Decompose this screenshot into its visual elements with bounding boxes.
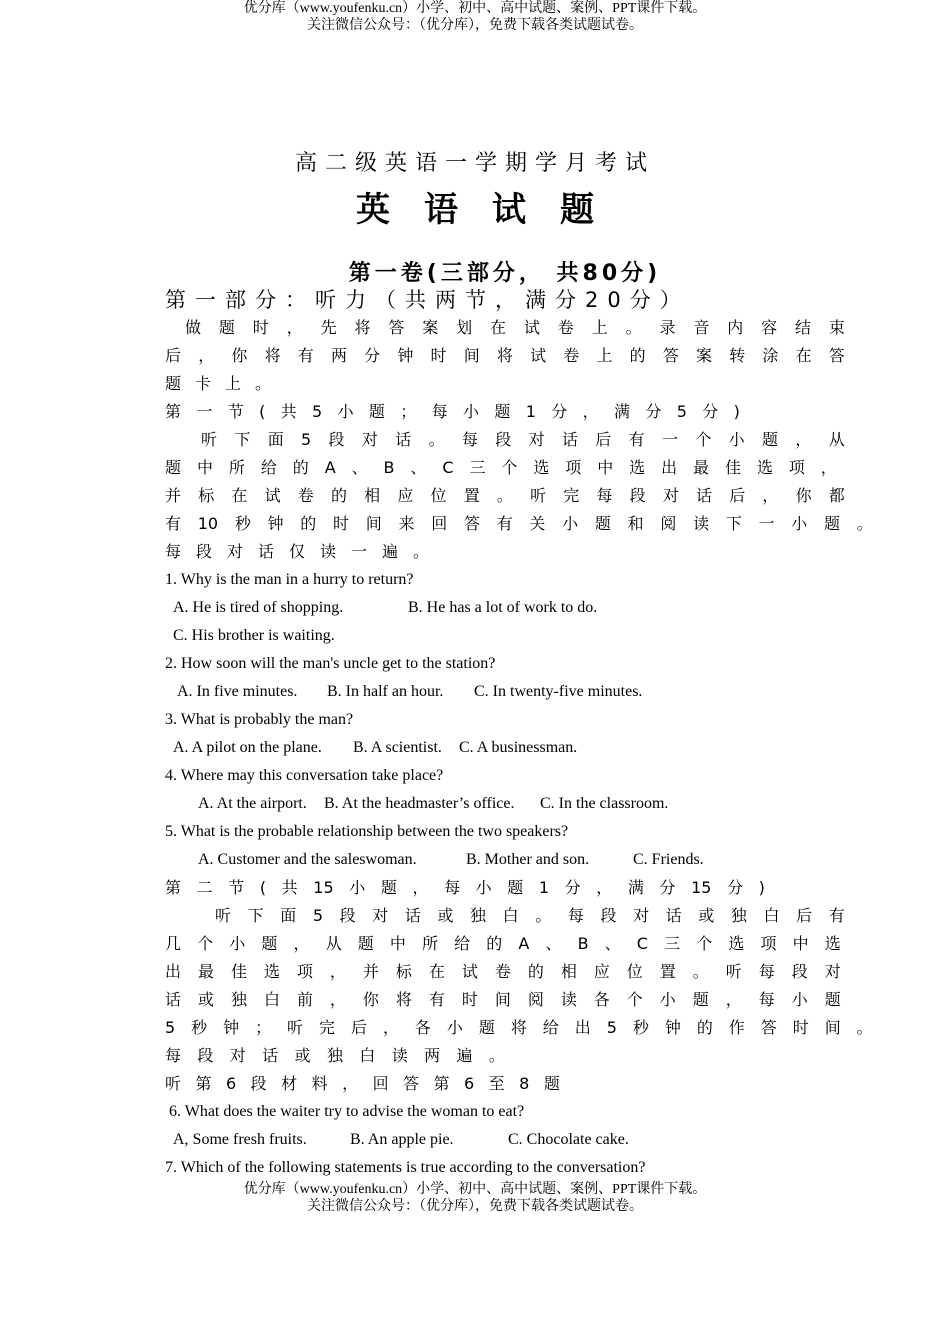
section1-line-1: 听 下 面 5 段 对 话 。 每 段 对 话 后 有 一 个 小 题 ， 从 <box>201 430 845 449</box>
section1-line-2: 题 中 所 给 的 A 、 B 、 C 三 个 选 项 中 选 出 最 佳 选 项 ， <box>165 458 837 477</box>
question-2-options <box>165 678 857 706</box>
header-line-2: 关注微信公众号：（优分库），免费下载各类试题试卷。 <box>307 18 643 33</box>
question-3-options <box>165 734 853 762</box>
question-5: 5. What is the probable relationship between the two speakers? <box>165 823 569 840</box>
question-1: 1. Why is the man in a hurry to return? <box>165 571 414 588</box>
option-a: A. In five minutes. <box>177 683 298 700</box>
question-1-options-row2 <box>165 622 853 650</box>
volume-title: 第一卷(三部分， 共80分) <box>348 261 662 286</box>
option-c: C. Chocolate cake. <box>508 1131 629 1148</box>
page-footer <box>0 1181 950 1215</box>
option-b: B. An apple pie. <box>350 1131 454 1148</box>
question-6: 6. What does the waiter try to advise the woman to eat? <box>169 1103 525 1120</box>
section2-line-1: 听 下 面 5 段 对 话 或 独 白 。 每 段 对 话 或 独 白 后 有 <box>215 906 845 925</box>
page-header <box>0 0 950 34</box>
option-c: C. His brother is waiting. <box>173 627 335 644</box>
option-b: B. In half an hour. <box>327 683 444 700</box>
option-c: C. Friends. <box>633 851 704 868</box>
instruction-line-2: 后 ， 你 将 有 两 分 钟 时 间 将 试 卷 上 的 答 案 转 涂 在 答 <box>165 346 845 365</box>
part1-title: 第一部分：听力（共两节，满分20分） <box>165 288 690 312</box>
exam-subject: 英语试题 <box>356 190 628 230</box>
question-4: 4. Where may this conversation take place? <box>165 767 444 784</box>
section2-line-2: 几 个 小 题 ， 从 题 中 所 给 的 A 、 B 、 C 三 个 选 项 中 选 <box>165 934 841 953</box>
option-b: B. Mother and son. <box>466 851 590 868</box>
passage-6-title: 听 第 6 段 材 料 ， 回 答 第 6 至 8 题 <box>165 1074 560 1093</box>
instruction-line-1: 做 题 时 ， 先 将 答 案 划 在 试 卷 上 。 录 音 内 容 结 束 <box>185 318 845 337</box>
section2-line-4: 话 或 独 白 前 ， 你 将 有 时 间 阅 读 各 个 小 题 ， 每 小 题 <box>165 990 841 1009</box>
section1-line-3: 并 标 在 试 卷 的 相 应 位 置 。 听 完 每 段 对 话 后 ， 你 都 <box>165 486 845 505</box>
section2-line-5: 5 秒 钟 ； 听 完 后 ， 各 小 题 将 给 出 5 秒 钟 的 作 答 时 间 。 <box>165 1018 873 1037</box>
question-5-options <box>165 846 878 874</box>
option-c: C. A businessman. <box>459 739 578 756</box>
section1-line-5: 每段对话仅读一遍。 <box>165 542 445 561</box>
question-2: 2. How soon will the man's uncle get to the station? <box>165 655 496 672</box>
option-c: C. In the classroom. <box>540 795 669 812</box>
section2-line-3: 出 最 佳 选 项 ， 并 标 在 试 卷 的 相 应 位 置 。 听 每 段 对 <box>165 962 841 981</box>
option-a: A. Customer and the saleswoman. <box>198 851 417 868</box>
option-c: C. In twenty-five minutes. <box>474 683 643 700</box>
question-4-options <box>165 790 878 818</box>
question-6-options <box>165 1126 853 1154</box>
instruction-line-3: 题卡上。 <box>165 374 286 393</box>
question-7: 7. Which of the following statements is true according to the conversation? <box>165 1159 646 1176</box>
exam-title: 高二级英语一学期学月考试 <box>294 151 655 176</box>
section1-title: 第 一 节 ( 共 5 小 题 ； 每 小 题 1 分 ， 满 分 5 分 ) <box>165 402 740 421</box>
option-a: A. At the airport. <box>198 795 307 812</box>
question-3: 3. What is probably the man? <box>165 711 354 728</box>
option-b: B. A scientist. <box>353 739 442 756</box>
option-b: B. At the headmaster’s office. <box>324 795 515 812</box>
footer-line-2: 关注微信公众号：（优分库），免费下载各类试题试卷。 <box>307 1199 643 1214</box>
question-1-options-row1 <box>165 594 853 622</box>
option-a: A. A pilot on the plane. <box>173 739 322 756</box>
option-a: A. He is tired of shopping. <box>173 599 344 616</box>
header-line-1: 优分库（www.youfenku.cn）小学、初中、高中试题、案例、PPT课件下载。 <box>243 1 707 16</box>
option-b: B. He has a lot of work to do. <box>408 599 598 616</box>
section2-title: 第 二 节 ( 共 15 小 题 ， 每 小 题 1 分 ， 满 分 15 分 ) <box>165 878 765 897</box>
section2-line-6: 每 段 对 话 或 独 白 读 两 遍 。 <box>165 1046 505 1065</box>
option-a: A, Some fresh fruits. <box>173 1131 307 1148</box>
footer-line-1: 优分库（www.youfenku.cn）小学、初中、高中试题、案例、PPT课件下载。 <box>243 1182 707 1197</box>
section1-line-4: 有 10 秒 钟 的 时 间 来 回 答 有 关 小 题 和 阅 读 下 一 小 题 。 <box>165 514 873 533</box>
